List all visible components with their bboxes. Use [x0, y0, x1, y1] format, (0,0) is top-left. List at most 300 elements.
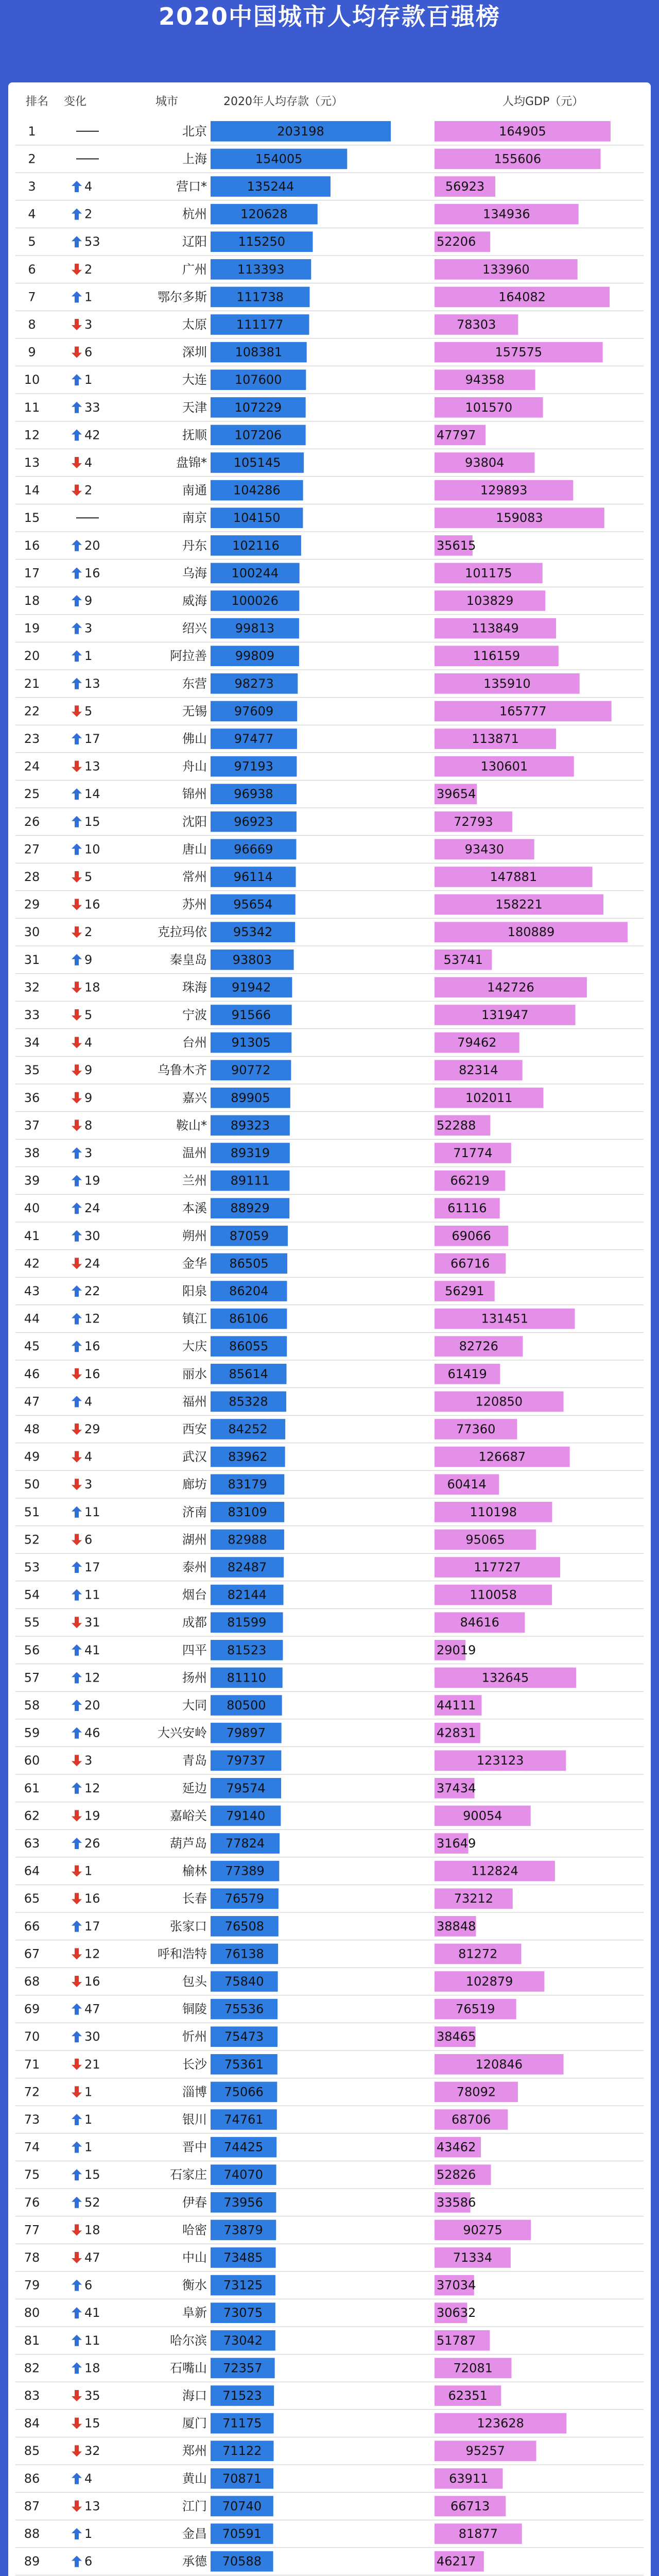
city-name: 舟山 — [182, 759, 207, 774]
arrow-up-icon — [72, 595, 82, 606]
deposit-value: 96114 — [233, 870, 273, 884]
city-name: 张家口 — [170, 1919, 207, 1934]
gdp-value: 38465 — [437, 2029, 476, 2044]
city-name: 威海 — [182, 594, 207, 608]
deposit-value: 91566 — [231, 1008, 271, 1022]
deposit-value: 73125 — [223, 2278, 263, 2293]
deposit-value: 85614 — [229, 1366, 268, 1381]
city-name: 湖州 — [182, 1532, 207, 1547]
rank-label: 33 — [24, 1008, 40, 1022]
deposit-value: 115250 — [238, 234, 286, 249]
city-name: 唐山 — [182, 842, 207, 857]
deposit-value: 82988 — [228, 1532, 267, 1547]
arrow-down-icon — [72, 2086, 82, 2097]
rank-label: 88 — [24, 2527, 40, 2541]
arrow-up-icon — [72, 1589, 82, 1601]
arrow-up-icon — [72, 1396, 82, 1407]
arrow-up-icon — [72, 429, 82, 440]
deposit-value: 100026 — [231, 594, 279, 608]
arrow-down-icon — [72, 1617, 82, 1628]
arrow-down-icon — [72, 485, 82, 496]
deposit-value: 86055 — [229, 1339, 269, 1354]
arrow-up-icon — [72, 788, 82, 800]
change-value: 16 — [84, 1366, 100, 1381]
change-value: 16 — [84, 566, 100, 581]
city-name: 扬州 — [182, 1670, 207, 1685]
city-name: 锦州 — [182, 787, 207, 802]
change-value: 20 — [84, 538, 100, 553]
rank-label: 48 — [24, 1422, 40, 1436]
arrow-down-icon — [72, 1810, 82, 1821]
arrow-up-icon — [72, 540, 82, 551]
rank-label: 54 — [24, 1587, 40, 1602]
gdp-value: 116159 — [473, 649, 521, 664]
city-name: 乌海 — [182, 566, 207, 581]
gdp-value: 129893 — [480, 483, 528, 498]
deposit-value: 71175 — [222, 2416, 262, 2431]
arrow-down-icon — [72, 1064, 82, 1076]
arrow-down-icon — [72, 347, 82, 358]
rank-label: 11 — [24, 400, 40, 415]
gdp-value: 71774 — [453, 1146, 493, 1160]
arrow-up-icon — [72, 650, 82, 662]
deposit-value: 74070 — [223, 2167, 263, 2182]
deposit-value: 93803 — [232, 952, 272, 967]
city-name: 阿拉善 — [170, 649, 207, 664]
deposit-value: 100244 — [231, 566, 279, 581]
arrow-down-icon — [72, 1948, 82, 1959]
change-value: 1 — [84, 2084, 93, 2099]
deposit-value: 86505 — [229, 1256, 269, 1271]
arrow-up-icon — [72, 816, 82, 827]
rank-label: 83 — [24, 2388, 40, 2403]
change-value: 15 — [84, 814, 100, 829]
deposit-value: 85328 — [229, 1394, 268, 1409]
change-value: 2 — [84, 207, 93, 222]
change-value: 1 — [84, 290, 93, 304]
rank-label: 43 — [24, 1284, 40, 1298]
arrow-down-icon — [72, 899, 82, 910]
rank-label: 12 — [24, 428, 40, 443]
gdp-value: 66219 — [450, 1173, 490, 1188]
deposit-value: 79574 — [226, 1781, 266, 1795]
change-value: 6 — [84, 1532, 93, 1547]
deposit-value: 73956 — [223, 2195, 263, 2210]
arrow-down-icon — [72, 761, 82, 772]
deposit-value: 89905 — [231, 1090, 270, 1105]
deposit-value: 87059 — [229, 1228, 269, 1243]
gdp-value: 101570 — [465, 400, 513, 415]
rank-label: 70 — [24, 2029, 40, 2044]
rank-label: 6 — [28, 262, 36, 277]
gdp-value: 90275 — [463, 2223, 502, 2238]
deposit-value: 203198 — [277, 124, 324, 139]
arrow-up-icon — [72, 2004, 82, 2015]
gdp-value: 82726 — [459, 1339, 498, 1354]
deposit-value: 104286 — [233, 483, 281, 498]
gdp-value: 63911 — [449, 2471, 489, 2486]
gdp-value: 56923 — [445, 179, 485, 194]
arrow-down-icon — [72, 1976, 82, 1987]
city-name: 兰州 — [182, 1173, 207, 1188]
arrow-down-icon — [72, 2252, 82, 2263]
gdp-value: 78303 — [456, 317, 496, 332]
deposit-value: 135244 — [247, 179, 294, 194]
deposit-value: 91305 — [231, 1035, 271, 1050]
rank-label: 75 — [24, 2167, 40, 2182]
change-value: 33 — [84, 400, 100, 415]
change-value: 24 — [84, 1256, 100, 1271]
deposit-value: 96923 — [234, 814, 273, 829]
city-name: 广州 — [182, 262, 207, 277]
city-name: 承德 — [182, 2554, 207, 2569]
deposit-value: 154005 — [255, 151, 303, 166]
deposit-value: 79737 — [226, 1753, 266, 1768]
change-value: 11 — [84, 2333, 100, 2348]
gdp-value: 51787 — [437, 2333, 476, 2348]
change-value: 6 — [84, 345, 93, 360]
deposit-value: 113393 — [237, 262, 285, 277]
change-value: 4 — [84, 1035, 93, 1050]
city-name: 东营 — [182, 676, 207, 691]
city-name: 阜新 — [182, 2306, 207, 2320]
city-name: 长沙 — [182, 2057, 207, 2072]
arrow-up-icon — [72, 2031, 82, 2042]
rank-label: 15 — [24, 511, 40, 526]
gdp-value: 112824 — [471, 1863, 518, 1878]
change-value: 3 — [84, 1753, 93, 1768]
change-value: 11 — [84, 1504, 100, 1519]
deposit-value: 95654 — [233, 897, 273, 912]
deposit-value: 83962 — [228, 1449, 268, 1464]
gdp-value: 135910 — [483, 676, 531, 691]
rank-label: 31 — [24, 952, 40, 967]
change-value: 22 — [84, 1284, 100, 1298]
rank-label: 3 — [28, 179, 36, 194]
rank-label: 2 — [28, 151, 36, 166]
arrow-down-icon — [72, 2445, 82, 2456]
change-value: 6 — [84, 2278, 93, 2293]
gdp-value: 158221 — [495, 897, 543, 912]
deposit-value: 73485 — [223, 2250, 263, 2265]
gdp-value: 132645 — [481, 1670, 529, 1685]
arrow-down-icon — [72, 1479, 82, 1490]
city-name: 大连 — [182, 372, 207, 387]
city-name: 营口* — [176, 179, 207, 194]
rank-label: 46 — [24, 1366, 40, 1381]
gdp-value: 35615 — [437, 538, 476, 553]
city-name: 宁波 — [182, 1008, 207, 1022]
city-name: 烟台 — [182, 1587, 207, 1602]
change-value: 12 — [84, 1946, 100, 1961]
rank-label: 87 — [24, 2499, 40, 2514]
rank-label: 71 — [24, 2057, 40, 2072]
city-name: 南通 — [182, 483, 207, 498]
city-name: 铜陵 — [182, 2002, 207, 2016]
change-value: 4 — [84, 1449, 93, 1464]
city-name: 哈密 — [182, 2223, 207, 2238]
gdp-value: 61419 — [447, 1366, 487, 1381]
rank-label: 37 — [24, 1118, 40, 1133]
deposit-value: 83179 — [228, 1477, 267, 1492]
gdp-value: 113849 — [472, 621, 519, 636]
change-value: 15 — [84, 2416, 100, 2431]
gdp-value: 147881 — [490, 870, 537, 884]
city-name: 天津 — [182, 400, 207, 415]
city-name: 嘉峪关 — [170, 1808, 207, 1823]
arrow-up-icon — [72, 678, 82, 689]
gdp-value: 133960 — [482, 262, 530, 277]
gdp-value: 81877 — [458, 2527, 498, 2541]
deposit-value: 96669 — [234, 842, 273, 857]
gdp-value: 93430 — [464, 842, 505, 857]
arrow-up-icon — [72, 2362, 82, 2374]
gdp-value: 110058 — [470, 1587, 517, 1602]
change-value: 2 — [84, 483, 93, 498]
arrow-up-icon — [72, 1341, 82, 1352]
arrow-down-icon — [72, 2059, 82, 2070]
gdp-value: 180889 — [507, 925, 555, 940]
deposit-value: 70591 — [222, 2527, 262, 2541]
change-value: 30 — [84, 2029, 100, 2044]
city-name: 大兴安岭 — [158, 1725, 207, 1740]
rank-label: 55 — [24, 1615, 40, 1630]
deposit-value: 89319 — [230, 1146, 270, 1160]
rank-label: 49 — [24, 1449, 40, 1464]
rank-label: 69 — [24, 2002, 40, 2016]
arrow-up-icon — [72, 1727, 82, 1739]
rank-label: 5 — [28, 234, 36, 249]
city-name: 佛山 — [182, 732, 207, 746]
rank-label: 32 — [24, 980, 40, 995]
city-name: 大庆 — [182, 1339, 207, 1354]
deposit-value: 97477 — [234, 732, 274, 746]
change-value: 5 — [84, 704, 93, 719]
gdp-value: 120850 — [475, 1394, 523, 1409]
arrow-up-icon — [72, 374, 82, 385]
arrow-up-icon — [72, 1285, 82, 1297]
arrow-up-icon — [72, 2280, 82, 2291]
rank-label: 24 — [24, 759, 40, 774]
rank-label: 18 — [24, 594, 40, 608]
deposit-value: 90772 — [231, 1063, 271, 1078]
city-name: 辽阳 — [182, 234, 207, 249]
change-value: 32 — [84, 2444, 100, 2459]
gdp-value: 157575 — [495, 345, 543, 360]
city-name: 延边 — [182, 1781, 207, 1795]
city-name: 中山 — [182, 2250, 207, 2265]
arrow-down-icon — [72, 1120, 82, 1131]
rank-label: 84 — [24, 2416, 40, 2431]
arrow-down-icon — [72, 2224, 82, 2235]
gdp-value: 164905 — [499, 124, 546, 139]
city-name: 葫芦岛 — [170, 1836, 207, 1851]
city-name: 镇江 — [182, 1311, 207, 1326]
deposit-value: 80500 — [227, 1698, 266, 1713]
deposit-value: 91942 — [232, 980, 271, 995]
gdp-value: 102879 — [465, 1974, 513, 1989]
arrow-down-icon — [72, 1451, 82, 1463]
change-value: 1 — [84, 2112, 93, 2127]
gdp-value: 79462 — [457, 1035, 497, 1050]
arrow-up-icon — [72, 1202, 82, 1214]
city-name: 银川 — [182, 2112, 207, 2127]
arrow-up-icon — [72, 2528, 82, 2539]
city-name: 长春 — [182, 1891, 207, 1906]
deposit-value: 99809 — [235, 649, 275, 664]
rank-label: 17 — [24, 566, 40, 581]
change-value: 13 — [84, 676, 100, 691]
arrow-up-icon — [72, 1175, 82, 1187]
arrow-up-icon — [72, 733, 82, 744]
deposit-value: 82144 — [227, 1587, 267, 1602]
arrow-down-icon — [72, 981, 82, 993]
deposit-value: 79897 — [226, 1725, 266, 1740]
deposit-value: 97193 — [234, 759, 273, 774]
arrow-up-icon — [72, 1506, 82, 1518]
city-name: 南京 — [182, 511, 207, 526]
gdp-value: 82314 — [459, 1063, 498, 1078]
change-value: 2 — [84, 925, 93, 940]
rank-label: 45 — [24, 1339, 40, 1354]
rank-label: 35 — [24, 1063, 40, 1078]
rank-label: 77 — [24, 2223, 40, 2238]
city-name: 哈尔滨 — [170, 2333, 207, 2348]
gdp-value: 33586 — [437, 2195, 476, 2210]
city-name: 台州 — [182, 1035, 207, 1050]
rank-label: 85 — [24, 2444, 40, 2459]
gdp-value: 60414 — [447, 1477, 487, 1492]
deposit-value: 107600 — [234, 372, 282, 387]
gdp-value: 37034 — [437, 2278, 476, 2293]
city-name: 海口 — [182, 2388, 207, 2403]
change-value: 9 — [84, 594, 93, 608]
change-value: 14 — [84, 787, 100, 802]
change-value: 16 — [84, 897, 100, 912]
arrow-up-icon — [72, 623, 82, 634]
gdp-value: 102011 — [465, 1090, 513, 1105]
rank-label: 81 — [24, 2333, 40, 2348]
gdp-value: 53741 — [443, 952, 483, 967]
gdp-value: 68706 — [452, 2112, 491, 2127]
gdp-value: 71334 — [453, 2250, 493, 2265]
arrow-up-icon — [72, 1672, 82, 1683]
change-value: 6 — [84, 2554, 93, 2569]
change-value: 17 — [84, 1560, 100, 1574]
change-value: 1 — [84, 372, 93, 387]
ranking-card — [8, 82, 651, 2576]
city-name: 鄂尔多斯 — [158, 290, 207, 304]
city-name: 秦皇岛 — [170, 952, 207, 967]
arrow-down-icon — [72, 1866, 82, 1877]
gdp-value: 95065 — [465, 1532, 505, 1547]
gdp-value: 69066 — [452, 1228, 491, 1243]
deposit-value: 81110 — [227, 1670, 267, 1685]
change-value: 12 — [84, 1781, 100, 1795]
deposit-value: 97609 — [234, 704, 274, 719]
rank-label: 30 — [24, 925, 40, 940]
rank-label: 78 — [24, 2250, 40, 2265]
change-value: 31 — [84, 1615, 100, 1630]
rank-label: 73 — [24, 2112, 40, 2127]
deposit-value: 86204 — [229, 1284, 269, 1298]
change-value: 19 — [84, 1808, 100, 1823]
arrow-up-icon — [72, 567, 82, 579]
arrow-down-icon — [72, 1755, 82, 1766]
city-name: 深圳 — [182, 345, 207, 360]
rank-label: 59 — [24, 1725, 40, 1740]
change-value: 10 — [84, 842, 100, 857]
change-value: 13 — [84, 2499, 100, 2514]
deposit-value: 70871 — [222, 2471, 262, 2486]
arrow-down-icon — [72, 1037, 82, 1048]
rank-label: 68 — [24, 1974, 40, 1989]
change-value: 47 — [84, 2002, 100, 2016]
deposit-value: 82487 — [227, 1560, 267, 1574]
gdp-value: 42831 — [437, 1725, 476, 1740]
change-value: 29 — [84, 1422, 100, 1436]
arrow-down-icon — [72, 1009, 82, 1021]
deposit-value: 75536 — [224, 2002, 264, 2016]
city-name: 无锡 — [182, 704, 207, 719]
arrow-up-icon — [72, 181, 82, 192]
deposit-value: 75840 — [224, 1974, 264, 1989]
city-name: 上海 — [182, 151, 207, 166]
city-name: 江门 — [182, 2499, 207, 2514]
rank-label: 36 — [24, 1090, 40, 1105]
gdp-value: 66713 — [450, 2499, 490, 2514]
deposit-value: 81523 — [227, 1642, 267, 1657]
city-name: 本溪 — [182, 1201, 207, 1216]
gdp-value: 30632 — [437, 2306, 476, 2320]
city-name: 阳泉 — [182, 1284, 207, 1298]
deposit-value: 75066 — [224, 2084, 264, 2099]
deposit-value: 73042 — [223, 2333, 263, 2348]
deposit-value: 108381 — [235, 345, 283, 360]
arrow-down-icon — [72, 2390, 82, 2401]
city-name: 包头 — [182, 1974, 207, 1989]
deposit-value: 73879 — [223, 2223, 263, 2238]
deposit-value: 89111 — [230, 1173, 270, 1188]
arrow-down-icon — [72, 319, 82, 330]
gdp-value: 110198 — [470, 1504, 517, 1519]
deposit-value: 120628 — [240, 207, 288, 222]
city-name: 晋中 — [182, 2140, 207, 2155]
rank-label: 62 — [24, 1808, 40, 1823]
deposit-value: 99813 — [235, 621, 275, 636]
gdp-value: 37434 — [437, 1781, 476, 1795]
deposit-value: 81599 — [227, 1615, 267, 1630]
change-value: 5 — [84, 870, 93, 884]
change-value: 16 — [84, 1339, 100, 1354]
rank-label: 63 — [24, 1836, 40, 1851]
deposit-value: 71523 — [222, 2388, 262, 2403]
arrow-down-icon — [72, 1258, 82, 1269]
gdp-value: 155606 — [494, 151, 542, 166]
rank-label: 13 — [24, 455, 40, 470]
rank-label: 34 — [24, 1035, 40, 1050]
gdp-value: 131947 — [481, 1008, 529, 1022]
arrow-down-icon — [72, 1534, 82, 1545]
rank-label: 40 — [24, 1201, 40, 1216]
deposit-value: 96938 — [234, 787, 273, 802]
deposit-value: 77389 — [225, 1863, 265, 1878]
rank-label: 19 — [24, 621, 40, 636]
arrow-up-icon — [72, 291, 82, 302]
gdp-value: 103829 — [466, 594, 514, 608]
deposit-value: 74425 — [223, 2140, 264, 2155]
rank-label: 65 — [24, 1891, 40, 1906]
